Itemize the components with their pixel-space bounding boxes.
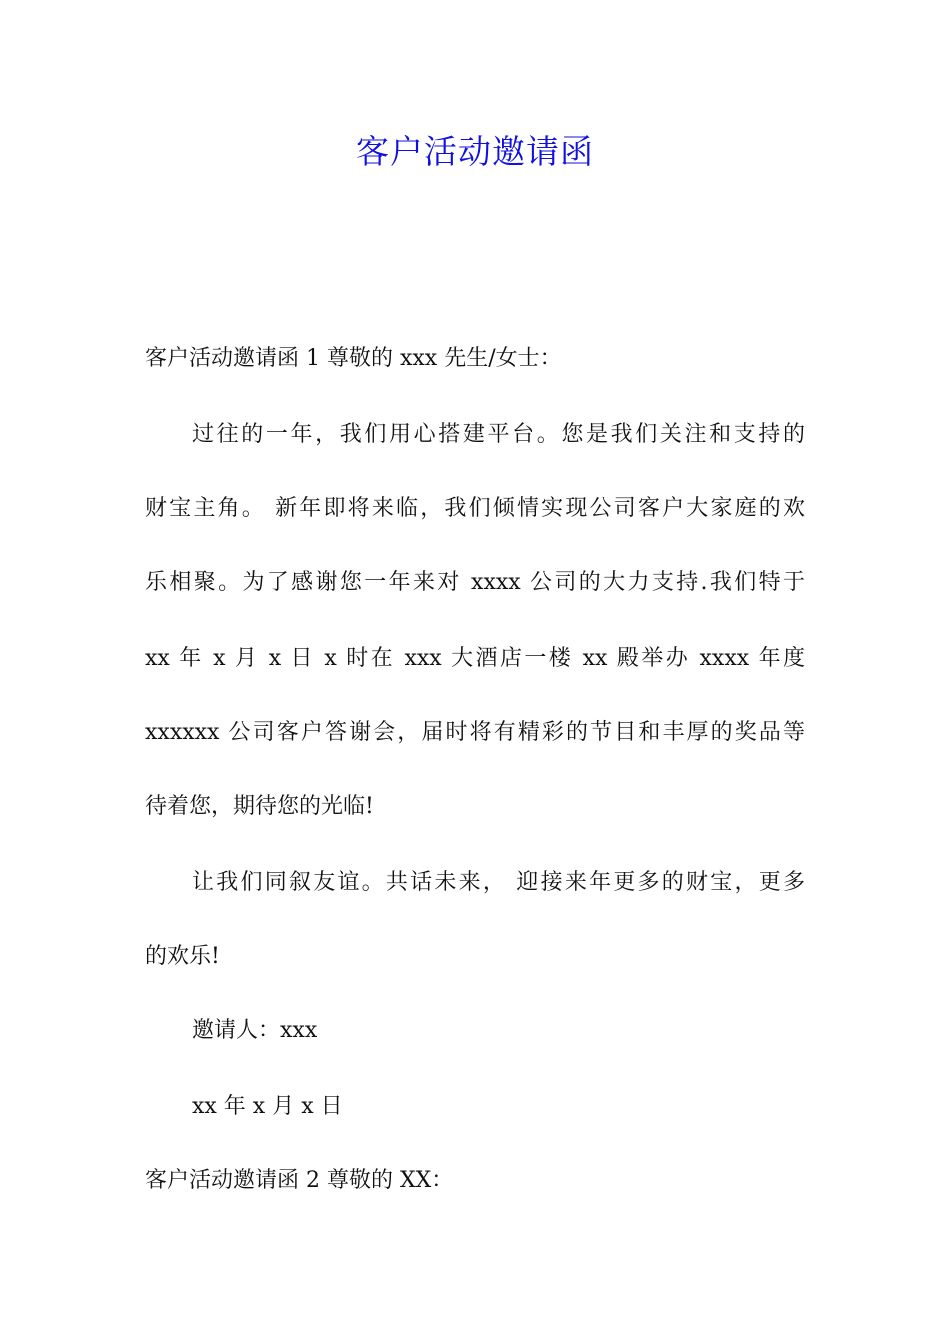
inviter-line: 邀请人：xxx [192, 1018, 318, 1043]
body-line-5: xxxxxx 公司客户答谢会，届时将有精彩的节目和丰厚的奖品等 [145, 720, 805, 745]
greeting-line: 客户活动邀请函 1 尊敬的 xxx 先生/女士： [145, 346, 562, 371]
body-line-1: 过往的一年，我们用心搭建平台。您是我们关注和支持的 [192, 422, 805, 447]
date-line: xx 年 x 月 x 日 [192, 1094, 343, 1119]
body-line-3: 乐相聚。为了感谢您一年来对 xxxx 公司的大力支持.我们特于 [145, 570, 805, 595]
closing-line-1: 让我们同叙友谊。共话未来， 迎接来年更多的财宝，更多 [192, 870, 805, 895]
document-title: 客户活动邀请函 [356, 132, 594, 171]
body-line-4: xx 年 x 月 x 日 x 时在 xxx 大酒店一楼 xx 殿举办 xxxx 年度 [145, 646, 805, 671]
second-letter-greeting: 客户活动邀请函 2 尊敬的 XX： [145, 1168, 454, 1193]
body-line-6: 待着您，期待您的光临! [145, 794, 374, 819]
closing-line-2: 的欢乐! [145, 944, 220, 969]
body-line-2: 财宝主角。 新年即将来临，我们倾情实现公司客户大家庭的欢 [145, 496, 805, 521]
